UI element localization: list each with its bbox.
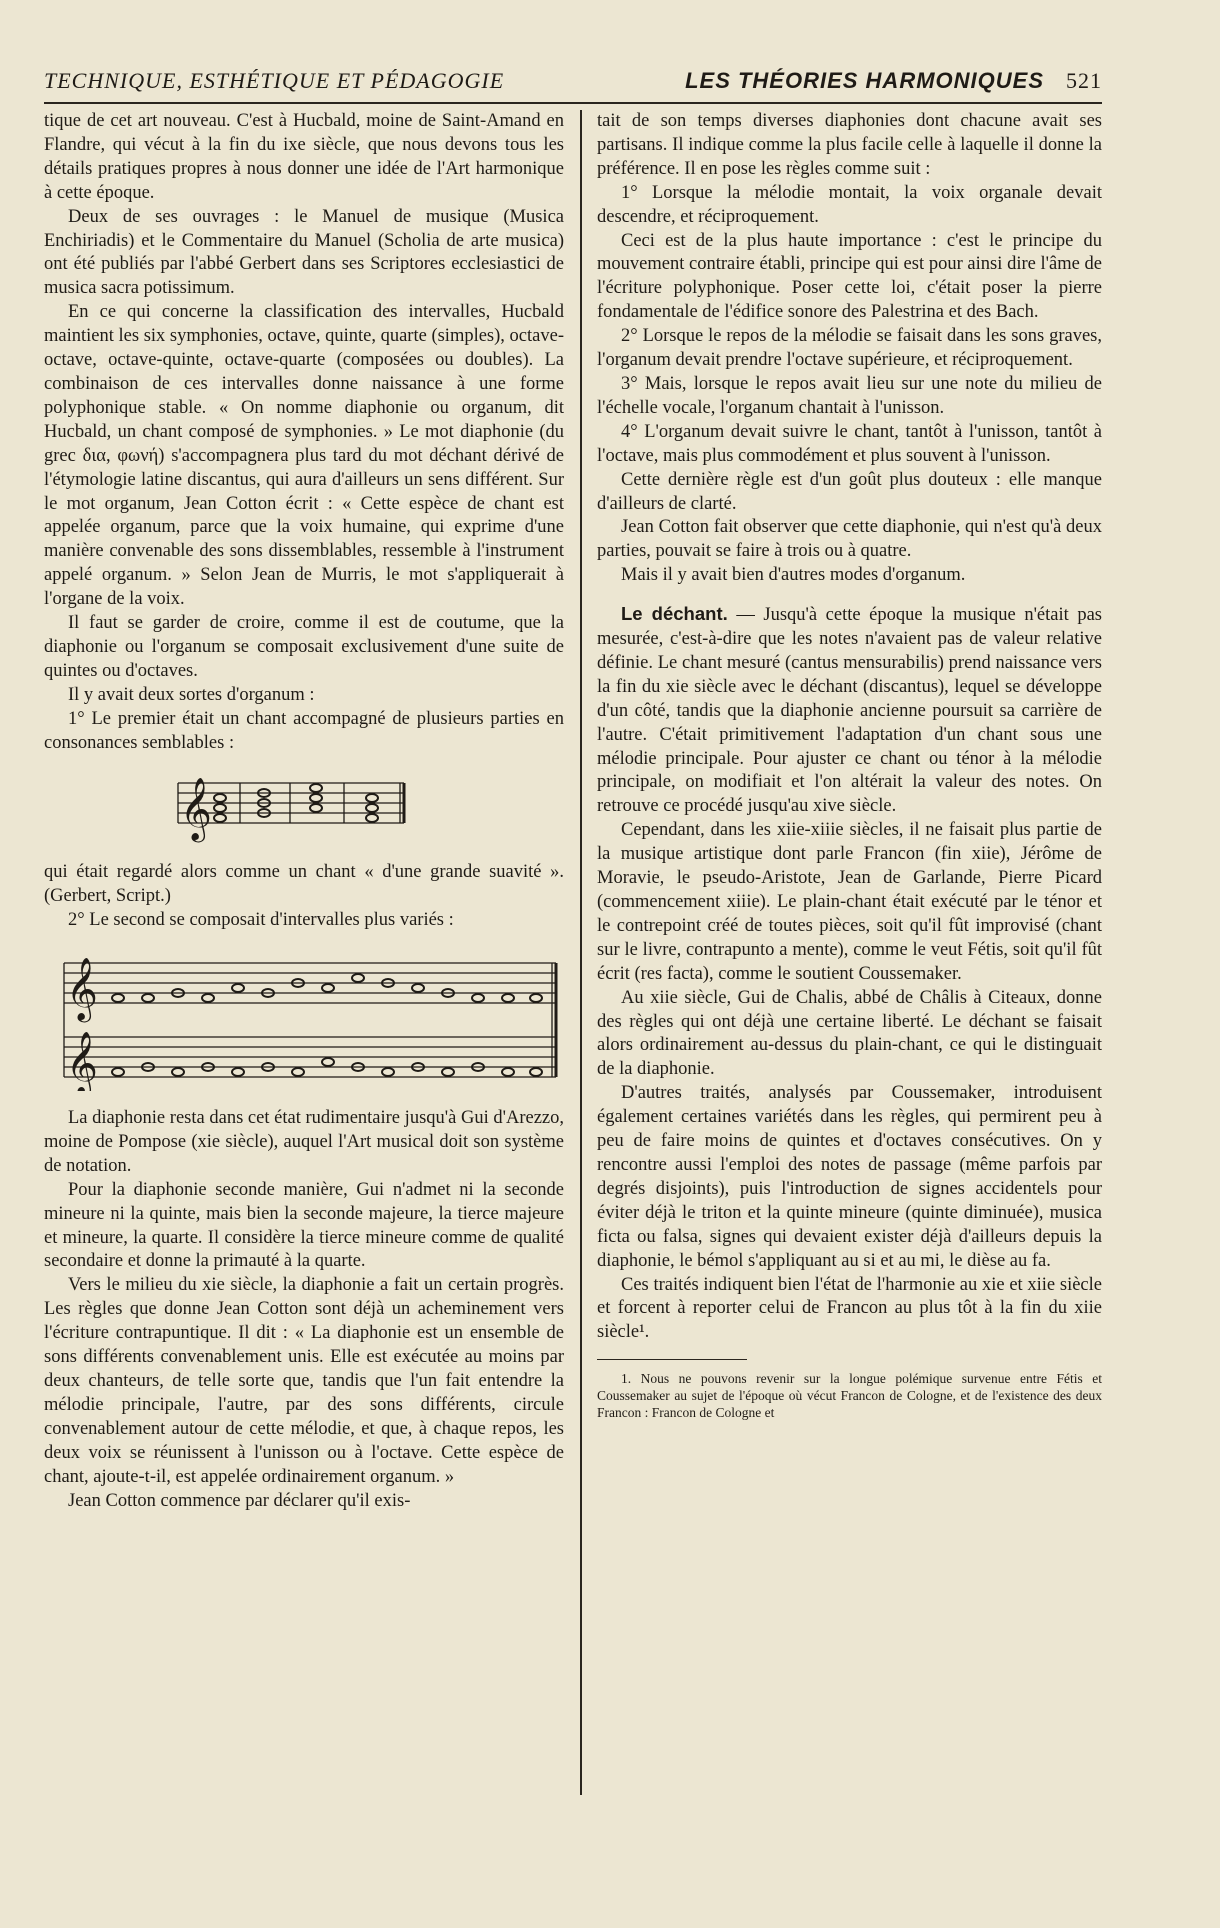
- paragraph: Pour la diaphonie seconde manière, Gui n'admet ni la seconde mineure ni la quinte, mais bien la seconde majeure, la tierce majeure et mineure, la quarte. Il considère la tierce mineure comme de qualité secondaire et donne la primauté à la quarte.: [44, 1179, 564, 1272]
- paragraph: Mais il y avait bien d'autres modes d'organum.: [621, 565, 966, 586]
- music-example-1: [44, 763, 564, 853]
- paragraph: Ceci est de la plus haute importance : c'est le principe du mouvement contraire établi, principe qui est pour ainsi dire l'âme de l'écriture polyphonique. Poser cette loi, c'était poser la pierre fondamentale de l'édifice sonore des Palestrina et des Bach.: [597, 230, 1102, 323]
- svg-text:𝄞: 𝄞: [66, 957, 98, 1021]
- paragraph: Jean Cotton fait observer que cette diaphonie, qui n'est qu'à deux parties, pouvait se faire à trois ou à quatre.: [597, 517, 1102, 562]
- svg-text:𝄞: 𝄞: [66, 1031, 98, 1092]
- paragraph: 4° L'organum devait suivre le chant, tantôt à l'unisson, tantôt à l'octave, mais plus commodément et plus souvent à l'unisson.: [597, 421, 1102, 466]
- section-paragraph: [597, 602, 1102, 819]
- paragraph: Vers le milieu du xie siècle, la diaphonie a fait un certain progrès. Les règles que donne Jean Cotton sont déjà un acheminement vers l'écriture contrapuntique. Il dit : « La diaphonie est un ensemble de sons différents convenablement unis. Elle est exécutée au moins par deux chanteurs, de telle sorte que, tandis que l'un fait entendre la mélodie principale, l'autre, par des sons différents, circule convenablement autour de cette mélodie, et que, à chaque repos, les deux voix se réunissent à l'unisson ou à l'octave. Cette espèce de chant, ajoute-t-il, est appelée ordinairement organum. »: [44, 1275, 564, 1487]
- footnote-divider: [597, 1359, 747, 1360]
- paragraph: Deux de ses ouvrages : le Manuel de musique (Musica Enchiriadis) et le Commentaire du Manuel (Scholia de arte musica) ont été publiés par l'abbé Gerbert dans ses Scriptores ecclesiastici de musica sacra potissimum.: [44, 206, 564, 299]
- header-right-text: LES THÉORIES HARMONIQUES: [685, 68, 1044, 93]
- left-column: [44, 110, 564, 1513]
- music-example-2: [44, 941, 564, 1099]
- paragraph: tait de son temps diverses diaphonies dont chacune avait ses partisans. Il indique comme la plus facile celle à laquelle il donne la préférence. Il en pose les règles comme suit :: [597, 111, 1102, 179]
- footnote: 1. Nous ne pouvons revenir sur la longue polémique survenue entre Fétis et Coussemaker au sujet de l'époque où vécut Francon de Cologne, et de l'existence des deux Francon : Francon de Cologne et: [597, 1371, 1102, 1421]
- paragraph: Jean Cotton commence par déclarer qu'il exis-: [68, 1490, 411, 1511]
- section-text: — Jusqu'à cette époque la musique n'était pas mesurée, c'est-à-dire que les notes n'avaient pas de valeur relative définie. Le chant mesuré (cantus mensurabilis) prend naissance vers la fin du xie siècle avec le déchant (discantus), lequel se développe d'un côté, tandis que la diaphonie ancienne poursuit sa carrière de l'autre. C'était primitivement l'adaptation d'un chant sous une mélodie principale. Pour ajuster ce chant ou ténor à la mélodie principale, on modifiait et l'on altérait la valeur des notes. On retrouve ce procédé jusqu'au xive siècle.: [597, 605, 1102, 817]
- paragraph: Cependant, dans les xiie-xiiie siècles, il ne faisait plus partie de la musique artistique dont parle Francon (fin xiie), Jérôme de Moravie, le pseudo-Aristote, Jean de Garlande, Pierre Picard (commencement xiiie). Le plain-chant était exécuté par le ténor et le contrepoint créé de toutes pièces, soit qu'il fût improvisé (chant sur le livre, contrapunto a mente), comme le veut Fétis, soit qu'il fût écrit (res facta), comme le soutient Coussemaker.: [597, 820, 1102, 984]
- paragraph: Cette dernière règle est d'un goût plus douteux : elle manque d'ailleurs de clarté.: [597, 469, 1102, 514]
- right-column: [597, 110, 1102, 1421]
- paragraph: Il y avait deux sortes d'organum :: [68, 684, 315, 705]
- paragraph: 2° Lorsque le repos de la mélodie se faisait dans les sons graves, l'organum devait prendre l'octave supérieure, et réciproquement.: [597, 326, 1102, 371]
- paragraph: tique de cet art nouveau. C'est à Hucbald, moine de Saint-Amand en Flandre, qui vécut à la fin du ixe siècle, que nous devons tous les détails pratiques propres à nous donner une idée de l'Art harmonique à cette époque.: [44, 111, 564, 203]
- paragraph: qui était regardé alors comme un chant « d'une grande suavité ». (Gerbert, Script.): [44, 862, 564, 907]
- header-left-title: TECHNIQUE, ESTHÉTIQUE ET PÉDAGOGIE: [44, 68, 505, 93]
- paragraph: Il faut se garder de croire, comme il est de coutume, que la diaphonie ou l'organum se composait exclusivement d'une suite de quintes ou d'octaves.: [44, 613, 564, 681]
- svg-text:𝄞: 𝄞: [180, 777, 212, 841]
- page-number: 521: [1066, 68, 1102, 93]
- header-right-title: [685, 68, 1102, 94]
- paragraph: 3° Mais, lorsque le repos avait lieu sur une note du milieu de l'échelle vocale, l'organum chantait à l'unisson.: [597, 373, 1102, 418]
- paragraph: En ce qui concerne la classification des intervalles, Hucbald maintient les six symphonies, octave, quinte, quarte (simples), octave-octave, octave-quinte, octave-quarte (composées ou doubles). La combinaison de ces intervalles donne naissance à une forme polyphonique stable. « On nomme diaphonie ou organum, dit Hucbald, un chant composé de symphonies. » Le mot diaphonie (du grec δια, φωνή) s'accompagnera plus tard du mot déchant dérivé de l'étymologie latine discantus, qui aura d'ailleurs un sens différent. Sur le mot organum, Jean Cotton écrit : « Cette espèce de chant est appelée organum, parce que la voix humaine, qui exprime d'une manière convenable des sons dissemblables, ressemble à l'instrument appelé organum. » Selon Jean de Murris, le mot s'appliquerait à l'organe de la voix.: [44, 302, 564, 610]
- column-divider: [580, 110, 582, 1795]
- paragraph: 2° Le second se composait d'intervalles plus variés :: [68, 910, 454, 931]
- paragraph: Au xiie siècle, Gui de Chalis, abbé de Châlis à Citeaux, donne des règles qui ont déjà une certaine liberté. Le déchant se faisait alors ordinairement au-dessus du plain-chant, ce qui le distinguait de la diaphonie.: [597, 987, 1102, 1080]
- paragraph: Ces traités indiquent bien l'état de l'harmonie au xie et xiie siècle et forcent à reporter celui de Francon au plus tôt à la fin du xiie siècle¹.: [597, 1274, 1102, 1343]
- paragraph: D'autres traités, analysés par Coussemaker, introduisent également certaines variétés dans les règles, qui permirent peu à peu de faire moins de quintes et d'octaves consécutives. On y rencontre aussi l'emploi des notes de passage (même parfois par degrés disjoints), puis l'introduction de signes accidentels pour éviter déjà le triton et la quinte mineure (quinte diminuée), musica ficta ou falsa, signes qui devaient exister déjà d'ailleurs depuis la diaphonie, le bémol s'appliquant au si et au mi, le dièse au fa.: [597, 1083, 1102, 1271]
- staff-example-2: [44, 941, 564, 1091]
- section-title: Le déchant.: [621, 603, 728, 625]
- staff-example-1: [44, 763, 564, 845]
- running-header: [44, 68, 1102, 104]
- paragraph: La diaphonie resta dans cet état rudimentaire jusqu'à Gui d'Arezzo, moine de Pompose (xie siècle), auquel l'Art musical doit son système de notation.: [44, 1108, 564, 1176]
- paragraph: 1° Le premier était un chant accompagné de plusieurs parties en consonances semblables :: [44, 708, 564, 753]
- paragraph: 1° Lorsque la mélodie montait, la voix organale devait descendre, et réciproquement.: [597, 182, 1102, 227]
